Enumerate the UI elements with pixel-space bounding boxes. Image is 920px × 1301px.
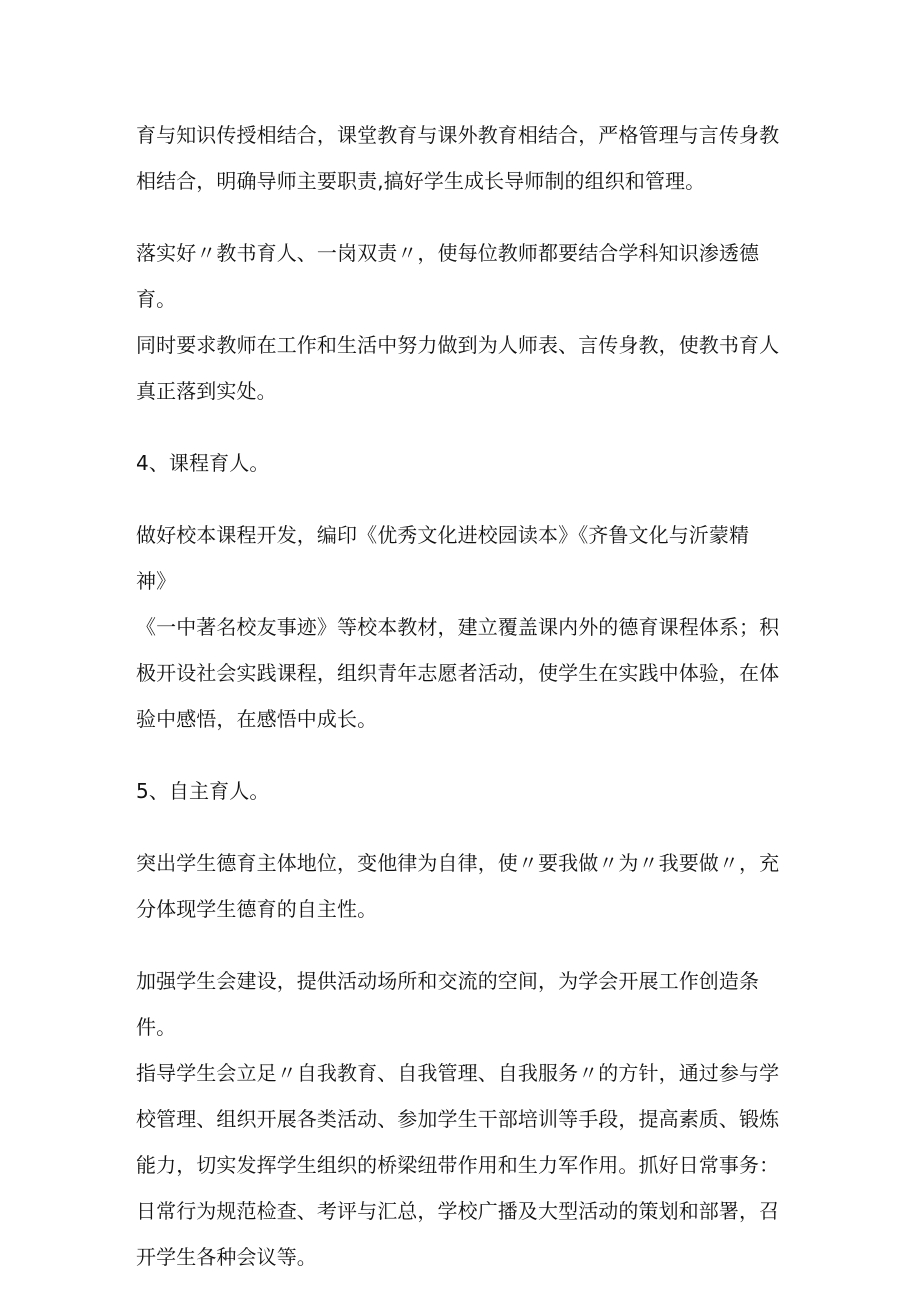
paragraph-student-union: 加强学生会建设，提供活动场所和交流的空间，为学会开展工作创造条件。 指导学生会立足〃自我教育、自我管理、自我服务〃的方针，通过参与学 校管理、组织开展各类活动、参加学生干部培训等手段，提高素质、锻炼 能力，切实发挥学生组织的桥梁纽带作用和生力军作用。抓好日常事务： 日常行为规范检查、考评与汇总，学校广播及大型活动的策划和部署，召 开学生各种会议等。 <box>136 969 780 1269</box>
paragraph-mentor-system: 育与知识传授相结合，课堂教育与课外教育相结合，严格管理与言传身教 相结合，明确导师主要职责,搞好学生成长导师制的组织和管理。 <box>136 123 780 193</box>
section-heading-autonomy: 5、自主育人。 <box>136 779 270 803</box>
paragraph-teaching-responsibility: 落实好〃教书育人、一岗双责〃，使每位教师都要结合学科知识渗透德育。 同时要求教师在工作和生活中努力做到为人师表、言传身教，使教书育人 真正落到实处。 <box>136 241 780 403</box>
paragraph-curriculum: 做好校本课程开发，编印《优秀文化进校园读本》《齐鲁文化与沂蒙精神》 《一中著名校友事迹》等校本教材，建立覆盖课内外的德育课程体系；积 极开设社会实践课程，组织青年志愿者活动，使学生在实践中体验，在体 验中感悟，在感悟中成长。 <box>136 523 780 731</box>
paragraph-student-autonomy: 突出学生德育主体地位，变他律为自律，使〃要我做〃为〃我要做〃，充 分体现学生德育的自主性。 <box>136 851 780 921</box>
section-heading-curriculum: 4、课程育人。 <box>136 451 270 475</box>
document-body <box>136 112 786 1280</box>
